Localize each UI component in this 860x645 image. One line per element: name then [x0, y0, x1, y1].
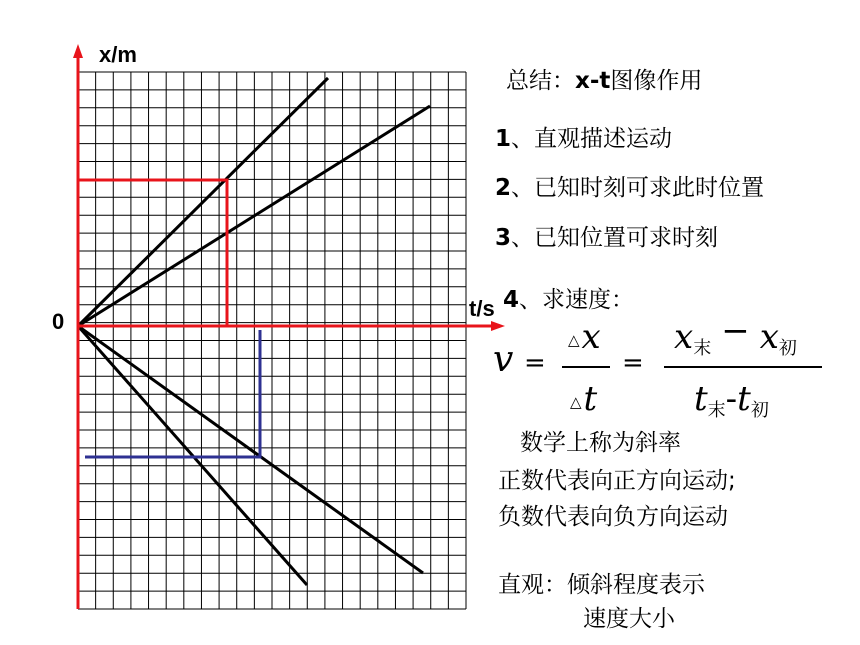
- summary-title-prefix: 总结：: [506, 68, 575, 94]
- x-axis-arrow: [73, 44, 83, 58]
- summary-item-4-num: 4: [503, 287, 520, 313]
- summary-item-1-text: 、直观描述运动: [511, 126, 673, 152]
- formula-frac-line-1: [562, 366, 610, 368]
- formula-num-diff: x末 − x初: [674, 311, 797, 359]
- summary-title-suffix: 图像作用: [610, 68, 703, 94]
- summary-item-2-text: 、已知时刻可求此时位置: [511, 175, 765, 201]
- origin-label: 0: [52, 309, 65, 334]
- reading-markers: [78, 180, 260, 457]
- note-slope: 数学上称为斜率: [520, 430, 681, 456]
- formula-frac-line-2: [664, 366, 822, 368]
- line-pos-steep: [78, 78, 328, 326]
- summary-title-bold: x-t: [575, 68, 611, 94]
- summary-item-3-text: 、已知位置可求时刻: [511, 225, 719, 251]
- t-axis-arrow: [491, 321, 505, 331]
- line-neg-shallow: [78, 326, 423, 573]
- note-positive: 正数代表向正方向运动;: [498, 468, 736, 494]
- formula-num-dx: △x: [568, 317, 601, 357]
- t-axis-label: t/s: [469, 296, 495, 321]
- summary-item-3-num: 3: [495, 225, 512, 251]
- note-intuitive-1: 直观：倾斜程度表示: [498, 572, 705, 598]
- summary-item-4: [503, 289, 634, 312]
- summary-item-3: [495, 227, 718, 250]
- formula-den-diff: t末-t初: [694, 379, 769, 421]
- summary-item-2-num: 2: [495, 175, 512, 201]
- note-negative: 负数代表向负方向运动: [498, 504, 728, 530]
- axes: [73, 44, 505, 609]
- summary-item-4-text: 、求速度：: [519, 287, 635, 313]
- formula-eq-2: =: [622, 348, 644, 378]
- x-axis-label: x/m: [99, 42, 137, 67]
- summary-item-2: [495, 177, 764, 200]
- formula-eq-1: =: [524, 348, 546, 378]
- summary-title: [506, 70, 702, 93]
- formula-v: v: [493, 339, 514, 380]
- grid: [78, 72, 466, 609]
- summary-item-1: [495, 128, 672, 151]
- note-intuitive-2: 速度大小: [583, 606, 675, 632]
- formula-den-dt: △t: [570, 379, 598, 419]
- summary-item-1-num: 1: [495, 126, 512, 152]
